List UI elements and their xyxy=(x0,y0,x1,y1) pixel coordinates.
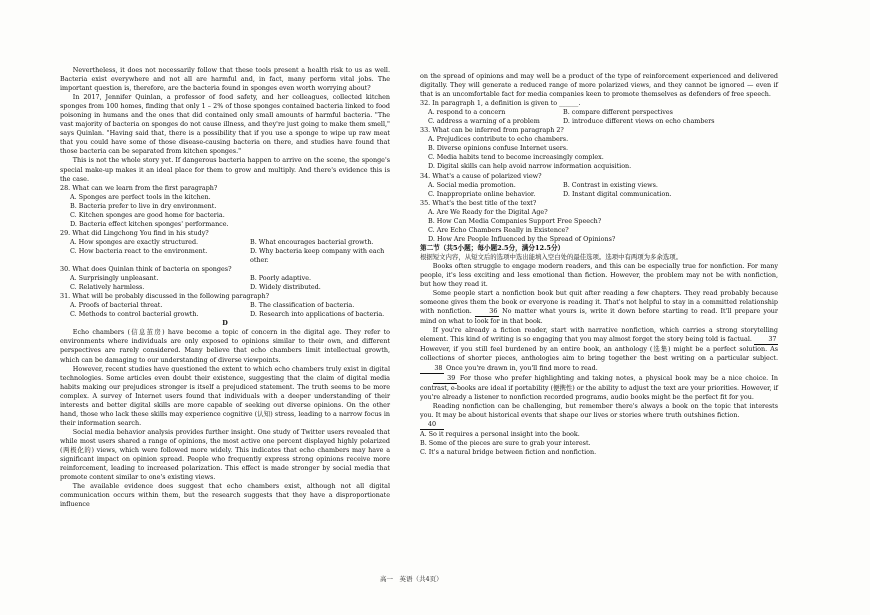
option-row xyxy=(60,247,390,265)
paragraph: Nevertheless, it does not necessarily follow that these tools present a health risk to us as well. Bacteria exist everywhere and not all are harmful and, in fact, many perform vital jobs. The important question is, therefore, are the bacteria found in sponges even worth worrying about? xyxy=(60,66,390,93)
option: D. Why bacteria keep company with each other. xyxy=(250,246,385,264)
paragraph: Echo chambers (信息茧房) have become a topic of concern in the digital age. They refer to environments where individuals are only exposed to opinions similar to their own, and different perspectives are rarely considered. Many believe that echo chambers limit intellectual growth, which can be damaging to our understanding of diverse viewpoints. xyxy=(60,328,390,364)
option: D. Digital skills can help avoid narrow information acquisition. xyxy=(428,162,632,171)
blank-40[interactable]: 40 xyxy=(420,420,444,430)
option-row xyxy=(60,238,390,247)
option: B. What encourages bacterial growth. xyxy=(250,237,374,246)
option: D. introduce different views on echo chambers xyxy=(563,117,715,126)
option: A. How sponges are exactly structured. xyxy=(70,237,199,246)
choice-option: A. So it requires a personal insight into the book. xyxy=(420,429,580,438)
option: B. Diverse opinions confuse Internet users. xyxy=(428,144,569,153)
left-column xyxy=(60,66,390,509)
question-stem: 28. What can we learn from the first paragraph? xyxy=(60,183,218,192)
text: However, if you still feel burdened by an entire book, an anthology (选集) might be a perfect solution. As collections of shorter pieces, anthologies aim to bring together the best writing on a particular subject. xyxy=(420,345,778,363)
question-stem: 35. What's the best title of the text? xyxy=(420,198,537,207)
section-instructions: 根据短文内容，从短文后的选项中选出能填入空白处的最佳选项。选项中有两项为多余选项。 xyxy=(420,252,683,261)
option: C. Media habits tend to become increasingly complex. xyxy=(428,153,604,162)
option: B. Poorly adaptive. xyxy=(250,274,312,283)
option: C. Kitchen sponges are good home for bacteria. xyxy=(70,210,225,219)
option: B. compare different perspectives xyxy=(563,108,673,117)
paragraph: Social media behavior analysis provides further insight. One study of Twitter users revealed that while most users shared a range of opinions, the most active one percent displayed highly polarized (两极化的) views, which were followed more widely. This indicates that echo chambers may have a significant impact on opinion spread. People who frequently express strong opinions receive more reinforcement, leading to increased polarization. This effect is made stronger by social media that promote content similar to one's existing views. xyxy=(60,427,390,482)
option: C. How bacteria react to the environment. xyxy=(70,246,208,255)
option: D. Instant digital communication. xyxy=(563,189,672,198)
option: A. Proofs of bacterial threat. xyxy=(70,301,163,310)
paragraph: This is not the whole story yet. If dangerous bacteria happen to arrive on the scene, the sponge's special make-up makes it an ideal place for them to grow and multiply. And there's evidence this is the case. xyxy=(60,156,390,183)
option-row xyxy=(60,274,390,283)
option: A. Sponges are perfect tools in the kitchen. xyxy=(70,192,211,201)
paragraph: Reading nonfiction can be challenging, but remember there's always a book on the topic that interests you. It may be about historical events that shape our lives or stories where truth outshines fiction. xyxy=(420,401,778,419)
section-title: 第二节（共5小题；每小题2.5分，满分12.5分） xyxy=(420,243,565,252)
question-stem: 31. What will be probably discussed in the following paragraph? xyxy=(60,292,270,301)
option: A. Surprisingly unpleasant. xyxy=(70,274,159,283)
section-heading: D xyxy=(222,319,228,328)
option: D. Widely distributed. xyxy=(250,283,321,292)
option: B. Bacteria prefer to live in dry environment. xyxy=(70,201,217,210)
paragraph: on the spread of opinions and may well be a product of the type of reinforcement experienced and delivered digitally. They will generate a reduced range of more polarized views, and they cannot be ignored — even if that is an uncomfortable fact for media companies keen to promote themselves as defenders of free speech. xyxy=(420,72,778,99)
paragraph xyxy=(420,289,778,326)
option-row xyxy=(60,310,390,319)
paragraph xyxy=(420,374,778,402)
option: C. address a warning of a problem xyxy=(428,117,540,126)
text: Once you're drawn in, you'll find more to read. xyxy=(446,363,598,372)
option: B. The classification of bacteria. xyxy=(250,301,355,310)
right-column xyxy=(420,72,778,457)
text: If you're already a fiction reader, start with narrative nonfiction, which carries a strong storytelling element. This kind of writing is so engaging that you may almost forget the story being told is factual. xyxy=(420,326,778,344)
choice-option: B. Some of the pieces are sure to grab your interest. xyxy=(420,438,591,447)
option-row xyxy=(420,108,778,117)
option-row xyxy=(420,117,778,126)
text: No matter what yours is, write it down before starting to read. It'll prepare your mind on what to look for in that book. xyxy=(420,307,778,326)
text: Some people start a nonfiction book but quit after reading a few chapters. They read probably because someone gives them the book or everyone is reading it. That's not helpful to stay in a committed relationship with nonfiction. xyxy=(420,289,778,316)
blank-38[interactable]: 38 xyxy=(420,364,444,374)
option: B. How Can Media Companies Support Free Speech? xyxy=(428,216,602,225)
option: C. Inappropriate online behavior. xyxy=(428,189,536,198)
blank-36[interactable]: 36 xyxy=(475,307,499,317)
option: A. Are We Ready for the Digital Age? xyxy=(428,207,548,216)
question-stem: 30. What does Quinlan think of bacteria on sponges? xyxy=(60,265,232,274)
option: D. Research into applications of bacteria. xyxy=(250,310,385,319)
option: A. Prejudices contribute to echo chambers. xyxy=(428,135,569,144)
paragraph xyxy=(420,420,778,430)
question-stem: 33. What can be inferred from paragraph 2? xyxy=(420,126,564,135)
paragraph: The available evidence does suggest that echo chambers exist, although not all digital communication occurs within them, but the research suggests that they have a disproportionate influence xyxy=(60,482,390,509)
option: A. Social media promotion. xyxy=(428,180,516,189)
blank-39[interactable]: 39 xyxy=(433,374,457,384)
blank-37[interactable]: 37 xyxy=(754,335,778,345)
option: D. How Are People Influenced by the Spread of Opinions? xyxy=(428,234,616,243)
question-stem: 29. What did Lingchong You find in his study? xyxy=(60,228,209,237)
option-row xyxy=(420,190,778,199)
option-row xyxy=(60,301,390,310)
choice-option: C. It's a natural bridge between fiction and nonfiction. xyxy=(420,447,597,456)
text: For those who prefer highlighting and taking notes, a physical book may be a nice choice. In contrast, e-books are ideal if portability (便携性) or the ability to adjust the text are your priorities. However, if you're already a listener to nonfiction recorded programs, audio books might be the perfect fit for you. xyxy=(420,373,778,401)
option: B. Contrast in existing views. xyxy=(563,180,658,189)
option-row xyxy=(60,283,390,292)
question-stem: 32. In paragraph 1, a definition is given to ______. xyxy=(420,99,581,108)
paragraph: In 2017, Jennifer Quinlan, a professor of food safety, and her colleagues, collected kitchen sponges from 100 homes, finding that only 1 – 2% of those sponges contained bacteria linked to food poisoning in humans and the ones that did contained only small amounts of harmful bacteria. "The vast majority of bacteria on sponges do not cause illness, and they're just going to make them smell," says Quinlan. "Having said that, there is a possibility that if you use a sponge to wipe up raw meat that you could have some of those disease-causing bacteria on there, and studies have found that those bacteria can be separated from kitchen sponges." xyxy=(60,93,390,156)
option: D. Bacteria effect kitchen sponges' performance. xyxy=(70,219,229,228)
option-row xyxy=(420,181,778,190)
option: C. Methods to control bacterial growth. xyxy=(70,310,199,319)
paragraph: However, recent studies have questioned the extent to which echo chambers truly exist in digital technologies. Some articles even doubt their existence, suggesting that the claim of digital media habits making our prejudices stronger is itself a prejudiced statement. The truth seems to be more complex. A survey of Internet users found that individuals with a deeper understanding of their interests and better digital skills are more capable of seeking out diverse opinions. On the other hand, those who lack these skills may experience cognitive (认知) stress, leading to a narrow focus in their information search. xyxy=(60,364,390,427)
question-stem: 34. What's a cause of polarized view? xyxy=(420,171,542,180)
option: C. Relatively harmless. xyxy=(70,283,145,292)
paragraph xyxy=(420,326,778,373)
option: A. respond to a concern xyxy=(428,108,506,117)
page-footer: 高一 英语（共4页） xyxy=(380,575,443,583)
option: C. Are Echo Chambers Really in Existence? xyxy=(428,225,569,234)
paragraph: Books often struggle to engage modern readers, and this can be especially true for nonfiction. For many people, it's less exciting and less emotional than fiction. However, the problem may not be with nonfiction, but how they read it. xyxy=(420,261,778,289)
